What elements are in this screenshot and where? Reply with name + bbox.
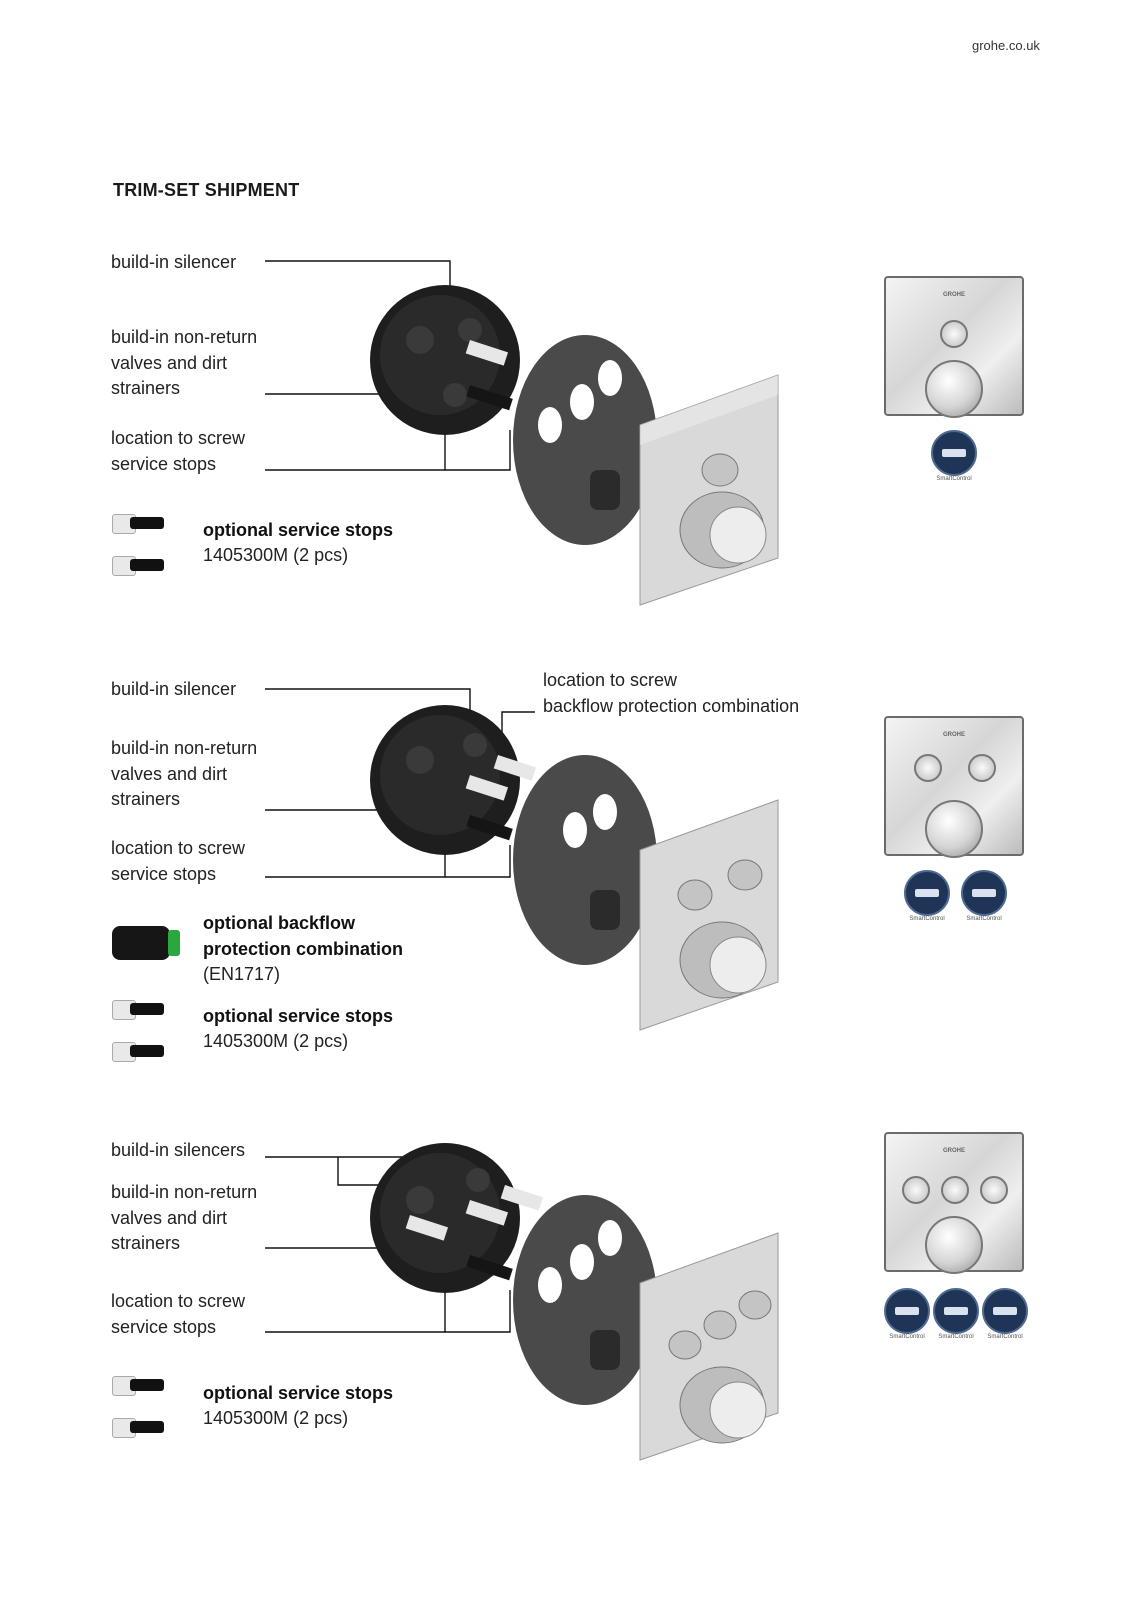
optional-service-stops-code: 1405300M (2 pcs): [203, 1031, 349, 1051]
service-stop-image: [112, 512, 166, 534]
service-stop-image: [112, 1416, 166, 1438]
brand-logo: GROHE: [942, 732, 965, 738]
site-url: grohe.co.uk: [972, 38, 1040, 53]
smartcontrol-badge: [961, 870, 1007, 916]
label-backflow-location: location to screw backflow protection combination: [543, 670, 800, 716]
label-silencer: build-in silencer: [111, 252, 237, 272]
optional-backflow-title: optional backflow protection combination: [203, 913, 403, 959]
outlet-button: [968, 754, 996, 782]
valve-body-2: [370, 705, 536, 855]
service-stop-image: [112, 1040, 166, 1062]
outlet-button: [941, 1176, 969, 1204]
valve-body-1: [370, 285, 520, 435]
valve-body-3: [370, 1143, 543, 1293]
smartcontrol-caption: SmartControl: [936, 476, 972, 482]
thermostat-knob: [925, 1216, 983, 1274]
smartcontrol-badge: [884, 1288, 930, 1334]
label-service-stops-location: location to screw service stops: [111, 428, 246, 474]
page-title: TRIM-SET SHIPMENT: [113, 180, 300, 200]
label-silencers: build-in silencers: [111, 1140, 246, 1160]
outlet-button: [902, 1176, 930, 1204]
trim-plate-3: [640, 1233, 778, 1460]
optional-service-stops-title: optional service stops: [203, 1383, 394, 1403]
mounting-plate-3: [513, 1195, 657, 1405]
outlet-button: [980, 1176, 1008, 1204]
thermostat-knob: [925, 800, 983, 858]
service-stop-image: [112, 998, 166, 1020]
label-non-return-valves: build-in non-return valves and dirt strainers: [111, 1182, 258, 1253]
trim-front-view-3: [884, 1132, 1024, 1272]
trim-front-view-2: [884, 716, 1024, 856]
smartcontrol-caption: SmartControl: [909, 916, 945, 922]
optional-service-stops-title: optional service stops: [203, 520, 394, 540]
service-stop-image: [112, 1374, 166, 1396]
smartcontrol-caption: SmartControl: [938, 1334, 974, 1340]
service-stop-image: [112, 554, 166, 576]
label-silencer: build-in silencer: [111, 679, 237, 699]
label-service-stops-location: location to screw service stops: [111, 838, 246, 884]
trim-plate-1: [640, 375, 778, 605]
label-service-stops-location: location to screw service stops: [111, 1291, 246, 1337]
smartcontrol-caption: SmartControl: [987, 1334, 1023, 1340]
smartcontrol-badge: [931, 430, 977, 476]
trim-plate-2: [640, 800, 778, 1030]
mounting-plate-2: [513, 755, 657, 965]
optional-backflow-standard: (EN1717): [203, 964, 281, 984]
optional-service-stops-title: optional service stops: [203, 1006, 394, 1026]
smartcontrol-badge: [904, 870, 950, 916]
smartcontrol-caption: SmartControl: [966, 916, 1002, 922]
smartcontrol-caption: SmartControl: [889, 1334, 925, 1340]
outlet-button: [940, 320, 968, 348]
backflow-combination-image: [112, 926, 182, 960]
optional-service-stops-code: 1405300M (2 pcs): [203, 545, 349, 565]
mounting-plate-1: [513, 335, 657, 545]
brand-logo: GROHE: [942, 292, 965, 298]
smartcontrol-badge: [982, 1288, 1028, 1334]
optional-service-stops-code: 1405300M (2 pcs): [203, 1408, 349, 1428]
smartcontrol-badge: [933, 1288, 979, 1334]
thermostat-knob: [925, 360, 983, 418]
brand-logo: GROHE: [942, 1148, 965, 1154]
label-non-return-valves: build-in non-return valves and dirt strainers: [111, 738, 258, 809]
trim-front-view-1: [884, 276, 1024, 416]
outlet-button: [914, 754, 942, 782]
label-non-return-valves: build-in non-return valves and dirt strainers: [111, 327, 258, 398]
